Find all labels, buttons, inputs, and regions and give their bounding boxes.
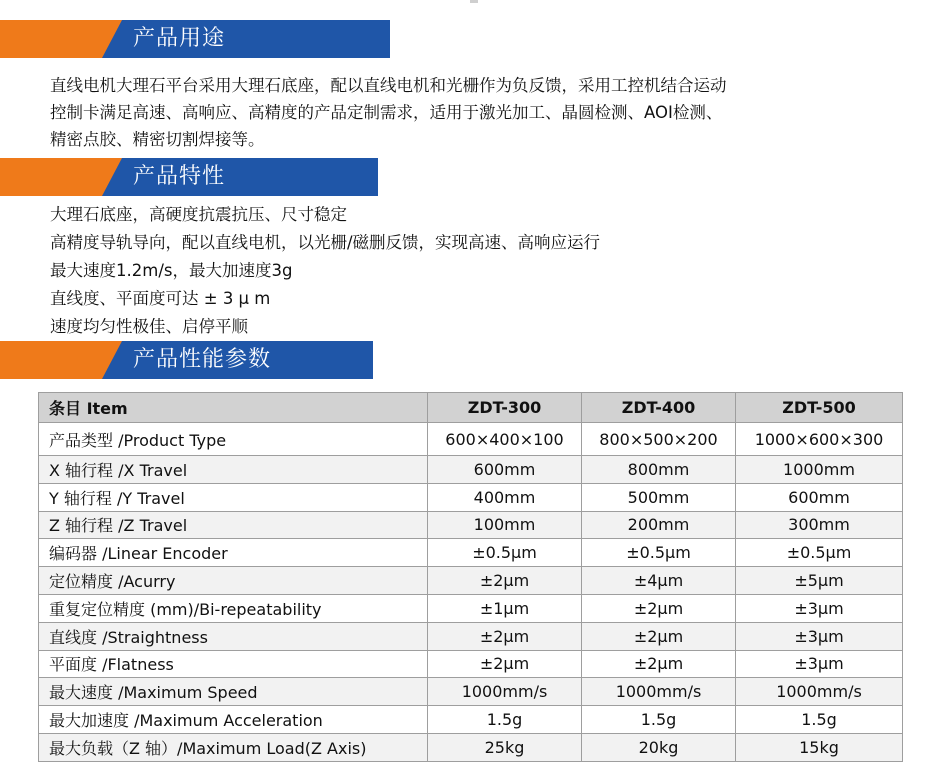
feature-item: 速度均匀性极佳、启停平顺 <box>50 317 248 336</box>
row-label: 最大速度 /Maximum Speed <box>39 678 428 706</box>
row-label: 最大加速度 /Maximum Acceleration <box>39 706 428 734</box>
table-cell: ±2μm <box>428 567 582 595</box>
table-cell: 1000mm/s <box>736 678 903 706</box>
table-cell: 1.5g <box>428 706 582 734</box>
table-cell: ±0.5μm <box>736 539 903 567</box>
table-cell: 1000mm <box>736 456 903 484</box>
table-cell: ±3μm <box>736 594 903 622</box>
table-cell: 20kg <box>582 733 736 761</box>
table-row <box>39 706 903 734</box>
table-row <box>39 567 903 595</box>
feature-item: 高精度导轨导向，配以直线电机，以光栅/磁删反馈，实现高速、高响应运行 <box>50 233 601 252</box>
column-header-model: ZDT-500 <box>736 393 903 423</box>
table-cell: 500mm <box>582 483 736 511</box>
section-header-usage <box>0 20 390 58</box>
row-label: 产品类型 /Product Type <box>39 423 428 456</box>
table-cell: 1.5g <box>582 706 736 734</box>
table-cell: 400mm <box>428 483 582 511</box>
table-row <box>39 456 903 484</box>
spec-table <box>38 392 903 762</box>
table-cell: 800mm <box>582 456 736 484</box>
table-cell: 25kg <box>428 733 582 761</box>
table-cell: 300mm <box>736 511 903 539</box>
feature-item: 大理石底座，高硬度抗震抗压、尺寸稳定 <box>50 205 347 224</box>
table-row <box>39 678 903 706</box>
table-row <box>39 733 903 761</box>
row-label: 重复定位精度 (mm)/Bi-repeatability <box>39 594 428 622</box>
table-cell: 1000mm/s <box>428 678 582 706</box>
table-cell: ±0.5μm <box>428 539 582 567</box>
top-divider-mark <box>470 0 478 3</box>
table-cell: ±0.5μm <box>582 539 736 567</box>
spec-table-container <box>38 392 902 762</box>
table-header-row <box>39 393 903 423</box>
row-label: Y 轴行程 /Y Travel <box>39 483 428 511</box>
row-label: 最大负载（Z 轴）/Maximum Load(Z Axis) <box>39 733 428 761</box>
table-cell: 15kg <box>736 733 903 761</box>
features-list <box>50 201 910 341</box>
usage-paragraph <box>50 72 910 153</box>
table-cell: ±3μm <box>736 622 903 650</box>
feature-item: 直线度、平面度可达 ± 3 μ m <box>50 289 271 308</box>
table-row <box>39 622 903 650</box>
table-cell: ±2μm <box>582 650 736 678</box>
table-row <box>39 511 903 539</box>
table-row <box>39 483 903 511</box>
table-cell: 1000×600×300 <box>736 423 903 456</box>
table-cell: ±3μm <box>736 650 903 678</box>
table-cell: 800×500×200 <box>582 423 736 456</box>
column-header-model: ZDT-400 <box>582 393 736 423</box>
row-label: 编码器 /Linear Encoder <box>39 539 428 567</box>
table-cell: ±4μm <box>582 567 736 595</box>
table-cell: ±1μm <box>428 594 582 622</box>
table-row <box>39 650 903 678</box>
section-title-features: 产品特性 <box>133 164 226 189</box>
table-cell: 600mm <box>736 483 903 511</box>
usage-line: 直线电机大理石平台采用大理石底座，配以直线电机和光栅作为负反馈，采用工控机结合运动 <box>50 76 727 95</box>
usage-line: 精密点胶、精密切割焊接等。 <box>50 130 265 149</box>
column-header-model: ZDT-300 <box>428 393 582 423</box>
table-row <box>39 539 903 567</box>
row-label: 平面度 /Flatness <box>39 650 428 678</box>
table-row <box>39 423 903 456</box>
table-cell: ±2μm <box>582 622 736 650</box>
table-cell: ±5μm <box>736 567 903 595</box>
table-row <box>39 594 903 622</box>
table-cell: 1000mm/s <box>582 678 736 706</box>
table-cell: ±2μm <box>428 622 582 650</box>
table-cell: 1.5g <box>736 706 903 734</box>
row-label: 定位精度 /Acurry <box>39 567 428 595</box>
section-title-usage: 产品用途 <box>133 26 226 51</box>
table-cell: 600mm <box>428 456 582 484</box>
row-label: 直线度 /Straightness <box>39 622 428 650</box>
section-header-params <box>0 341 373 379</box>
table-cell: 200mm <box>582 511 736 539</box>
row-label: X 轴行程 /X Travel <box>39 456 428 484</box>
table-cell: 600×400×100 <box>428 423 582 456</box>
section-title-params: 产品性能参数 <box>133 347 272 372</box>
table-cell: ±2μm <box>428 650 582 678</box>
table-cell: 100mm <box>428 511 582 539</box>
row-label: Z 轴行程 /Z Travel <box>39 511 428 539</box>
column-header-item: 条目 Item <box>39 393 428 423</box>
usage-line: 控制卡满足高速、高响应、高精度的产品定制需求，适用于激光加工、晶圆检测、AOI检测、 <box>50 103 723 122</box>
table-cell: ±2μm <box>582 594 736 622</box>
section-header-features <box>0 158 378 196</box>
feature-item: 最大速度1.2m/s，最大加速度3g <box>50 261 293 280</box>
